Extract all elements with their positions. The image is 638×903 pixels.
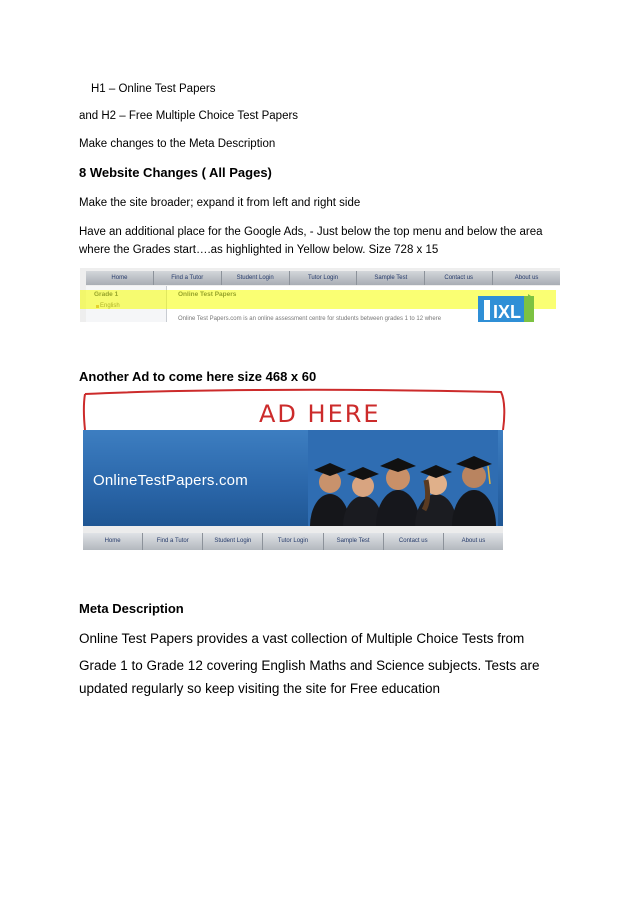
broader-line: Make the site broader; expand it from left and right side — [79, 197, 361, 209]
section-heading: 8 Website Changes ( All Pages) — [79, 165, 272, 180]
nav-sample-test: Sample Test — [374, 275, 408, 281]
nav2-student-login: Student Login — [214, 538, 252, 544]
ad-here-label: AD HERE — [259, 400, 381, 428]
nav-home: Home — [111, 275, 128, 281]
meta-text-line-3: updated regularly so keep visiting the site for Free education — [79, 681, 440, 696]
meta-change-line: Make changes to the Meta Description — [79, 138, 276, 150]
nav-find-tutor: Find a Tutor — [171, 275, 204, 281]
nav-student-login: Student Login — [236, 275, 274, 281]
graduates-photo — [308, 430, 498, 526]
nav2-find-tutor: Find a Tutor — [156, 538, 189, 544]
nav2-sample-test: Sample Test — [336, 538, 370, 544]
meta-description-heading: Meta Description — [79, 601, 184, 616]
meta-text-line-2: Grade 1 to Grade 12 covering English Maths and Science subjects. Tests are — [79, 658, 540, 673]
nav2-home: Home — [104, 538, 121, 544]
nav-contact-us: Contact us — [444, 275, 474, 281]
h2-line: and H2 – Free Multiple Choice Test Papers — [79, 110, 299, 122]
banner-title: OnlineTestPapers.com — [93, 472, 248, 489]
nav2-about-us: About us — [461, 538, 486, 544]
ixl-logo — [476, 288, 534, 322]
nav-tutor-login: Tutor Login — [307, 275, 339, 281]
nav2-tutor-login: Tutor Login — [277, 538, 309, 544]
nav-about-us: About us — [514, 275, 539, 281]
meta-text-line-1: Online Test Papers provides a vast collection of Multiple Choice Tests from — [79, 631, 525, 646]
banner-gap — [83, 526, 503, 533]
content-paragraph: Online Test Papers.com is an online assessment centre for students between grades 1 to 12 where — [178, 316, 442, 322]
google-ads-line-2: where the Grades start….as highlighted in Yellow below. Size 728 x 15 — [79, 244, 439, 256]
site-header-screenshot — [80, 268, 560, 322]
banner-menu — [83, 533, 503, 550]
another-ad-heading: Another Ad to come here size 468 x 60 — [79, 369, 317, 384]
top-menu — [86, 271, 560, 285]
h1-line: H1 – Online Test Papers — [91, 83, 216, 95]
nav2-contact-us: Contact us — [398, 538, 428, 544]
site-banner — [83, 430, 503, 526]
google-ads-line-1: Have an additional place for the Google Ads, - Just below the top menu and below the area — [79, 226, 543, 238]
ixl-logo-text: IXL — [493, 302, 522, 322]
banner-screenshot — [79, 386, 509, 556]
